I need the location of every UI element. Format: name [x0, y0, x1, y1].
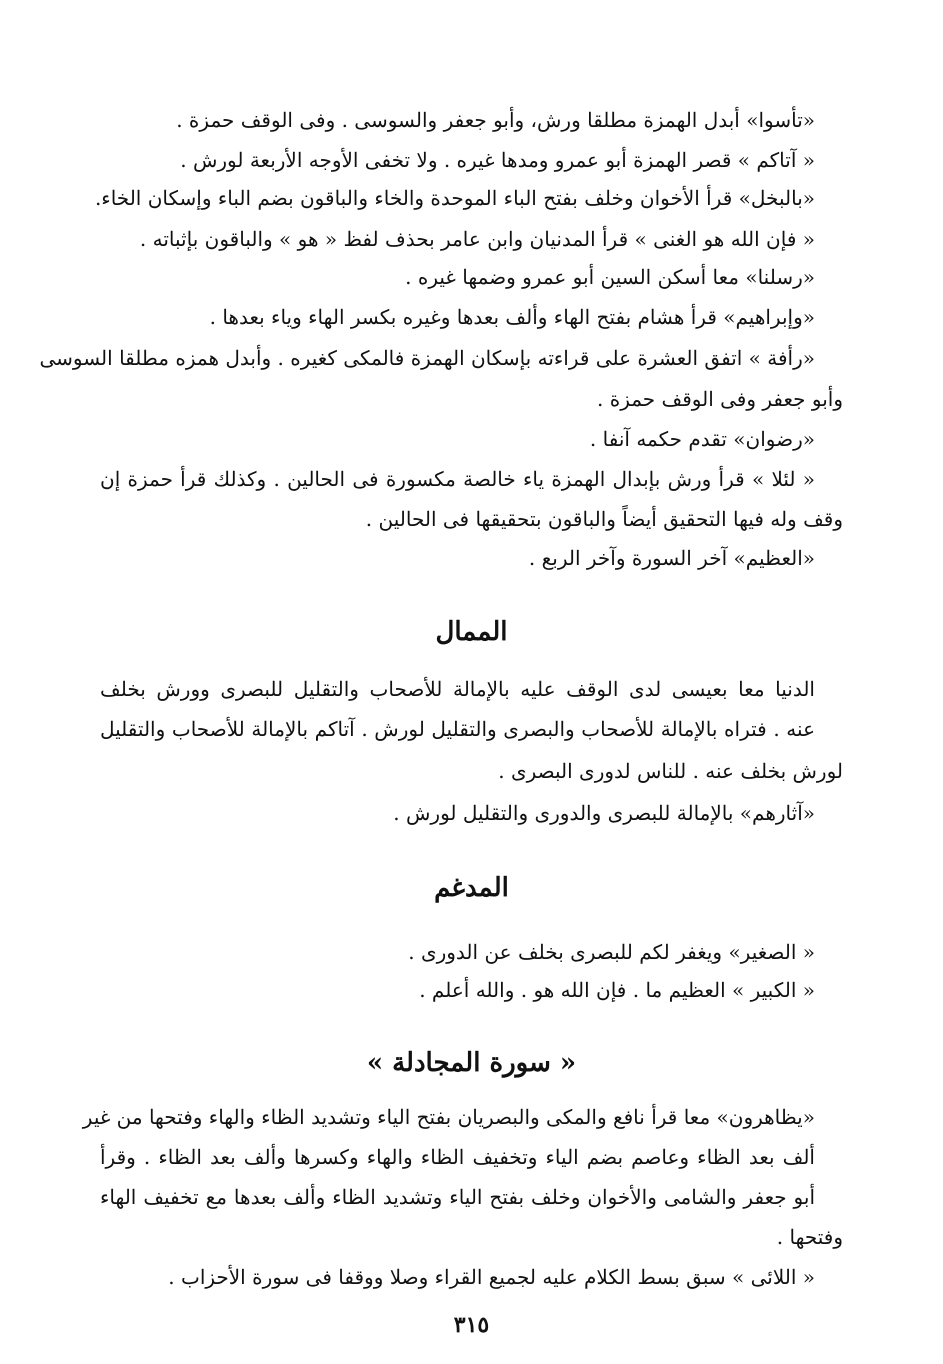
text-line: « فإن الله هو الغنى » قرأ المدنيان وابن عامر بحذف لفظ « هو » والباقون بإثباته . — [139, 227, 815, 251]
text-line: وفتحها . — [776, 1225, 843, 1249]
text-line: «آثارهم» بالإمالة للبصرى والدورى والتقليل لورش . — [393, 801, 815, 825]
text-line: لورش بخلف عنه . للناس لدورى البصرى . — [498, 759, 843, 783]
text-line: «رسلنا» معا أسكن السين أبو عمرو وضمها غيره . — [405, 265, 815, 289]
text-line: «بالبخل» قرأ الأخوان وخلف بفتح الباء الموحدة والخاء والباقون بضم الباء وإسكان الخاء. — [94, 186, 815, 210]
text-line: وقف وله فيها التحقيق أيضاً والباقون بتحقيقها فى الحالين . — [365, 507, 843, 531]
text-line: «تأسوا» أبدل الهمزة مطلقا ورش، وأبو جعفر والسوسى . وفى الوقف حمزة . — [176, 108, 815, 132]
text-line: «وإبراهيم» قرأ هشام بفتح الهاء وألف بعدها وغيره بكسر الهاء وياء بعدها . — [209, 305, 815, 329]
text-line: عنه . فتراه بالإمالة للأصحاب والبصرى والتقليل لورش . آتاكم بالإمالة للأصحاب والتقليل — [100, 717, 815, 741]
text-line: « الصغير» ويغفر لكم للبصرى بخلف عن الدورى . — [408, 940, 815, 964]
section-heading: المدغم — [434, 873, 509, 903]
text-line: «رأفة » اتفق العشرة على قراءته بإسكان الهمزة فالمكى كغيره . وأبدل همزه مطلقا السوسى — [39, 346, 815, 370]
text-line: «رضوان» تقدم حكمه آنفا . — [589, 427, 815, 451]
page-number: ٣١٥ — [453, 1312, 490, 1338]
text-line: «يظاهرون» معا قرأ نافع والمكى والبصريان بفتح الياء وتشديد الظاء والهاء وفتحها من غير — [82, 1105, 815, 1129]
text-line: وأبو جعفر وفى الوقف حمزة . — [597, 387, 843, 411]
text-line: الدنيا معا بعيسى لدى الوقف عليه بالإمالة للأصحاب والتقليل للبصرى وورش بخلف — [100, 677, 815, 701]
surah-title: « سورة المجادلة » — [366, 1048, 577, 1078]
text-line: ألف بعد الظاء وعاصم بضم الياء وتخفيف الظاء والهاء وكسرها وألف بعد الظاء . وقرأ — [100, 1145, 815, 1169]
section-heading: الممال — [435, 617, 508, 647]
text-line: « اللائى » سبق بسط الكلام عليه لجميع القراء وصلا ووقفا فى سورة الأحزاب . — [168, 1265, 815, 1289]
text-line: أبو جعفر والشامى والأخوان وخلف بفتح الياء وتشديد الظاء وألف بعدها مع تخفيف الهاء — [100, 1185, 815, 1209]
text-line: «العظيم» آخر السورة وآخر الربع . — [528, 546, 815, 570]
text-line: « لئلا » قرأ ورش بإبدال الهمزة ياء خالصة مكسورة فى الحالين . وكذلك قرأ حمزة إن — [100, 467, 815, 491]
text-line: « آتاكم » قصر الهمزة أبو عمرو ومدها غيره . ولا تخفى الأوجه الأربعة لورش . — [180, 148, 815, 172]
text-line: « الكبير » العظيم ما . فإن الله هو . والله أعلم . — [419, 978, 815, 1002]
